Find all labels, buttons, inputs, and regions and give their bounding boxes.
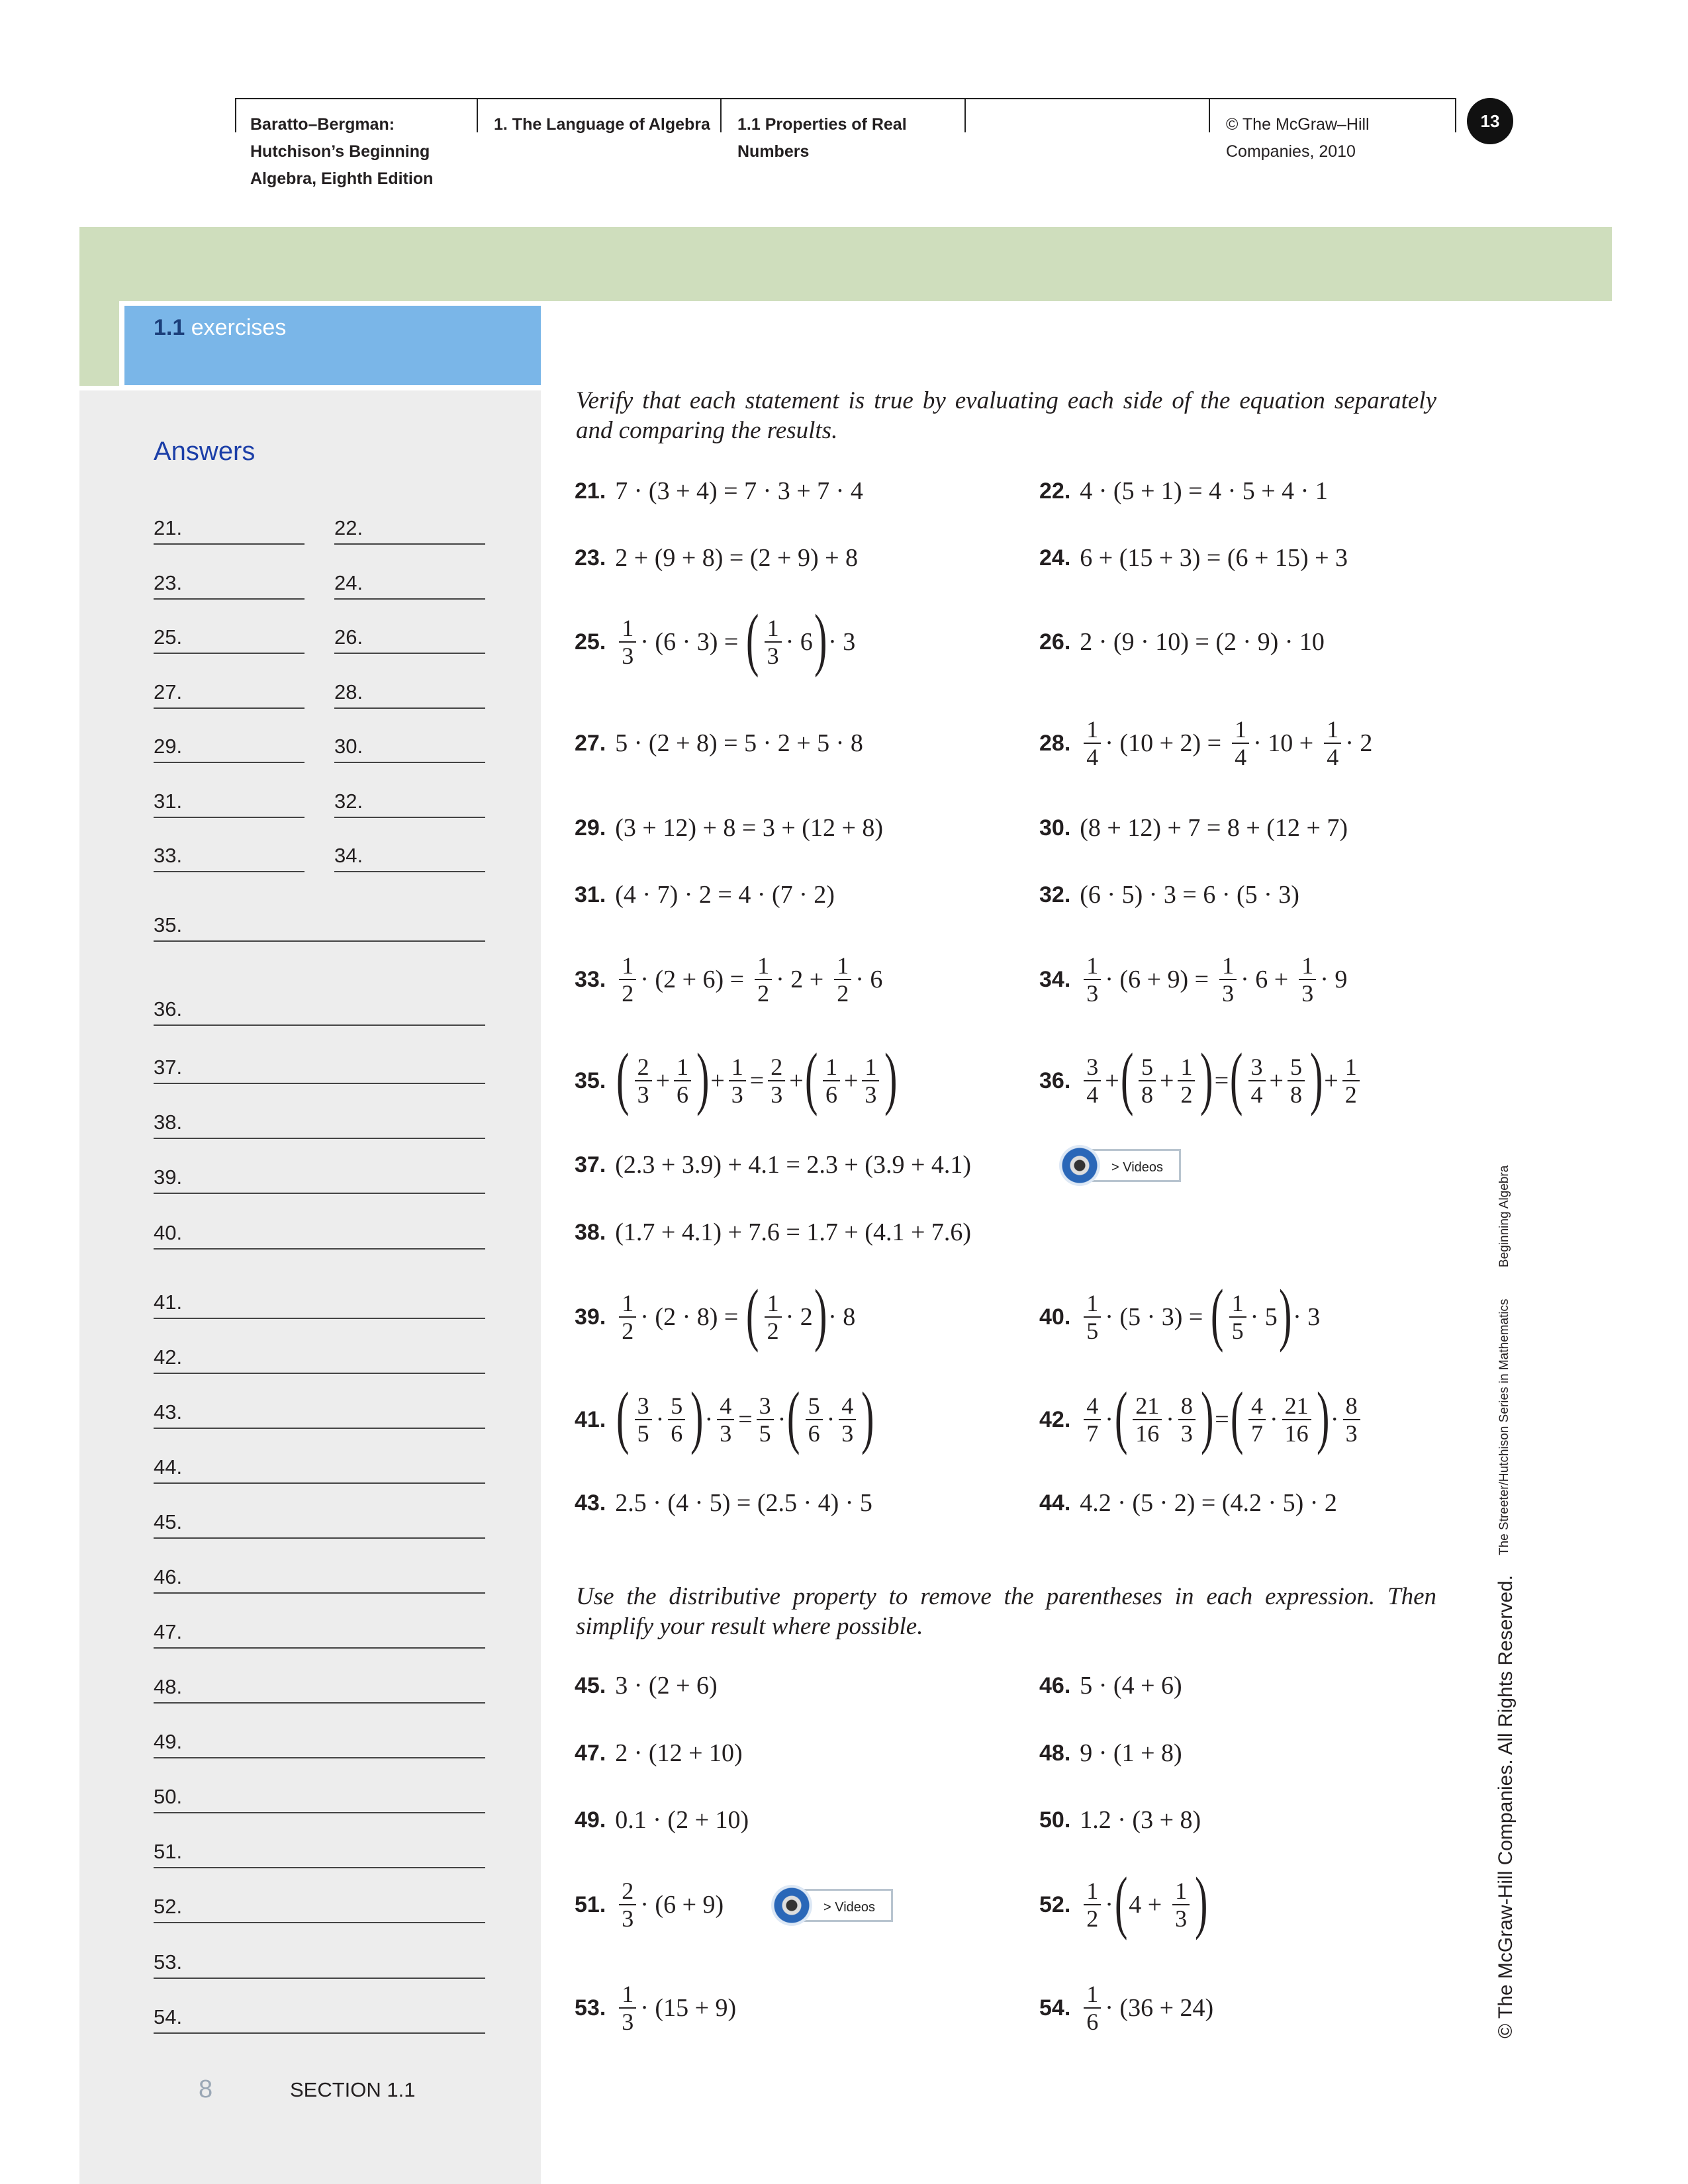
answer-line[interactable]: 21. xyxy=(154,513,305,545)
problem-45: 45. 3 · (2 + 6) xyxy=(575,1672,718,1700)
answer-line[interactable]: 39. xyxy=(154,1162,485,1194)
problem-54: 54. $\frac{1}{6}$ · (36 + 24) xyxy=(1039,1981,1214,2035)
header-copyright: © The McGraw–Hill Companies, 2010 xyxy=(1226,115,1370,161)
answer-line[interactable]: 45. xyxy=(154,1507,485,1539)
problem-32: 32. (6 · 5) · 3 = 6 · (5 · 3) xyxy=(1039,881,1299,909)
problem-53: 53. $\frac{1}{3}$ · (15 + 9) xyxy=(575,1981,737,2035)
page-badge: 13 xyxy=(1467,98,1513,144)
video-disc-icon xyxy=(771,1885,812,1926)
answer-line[interactable]: 34. xyxy=(334,841,485,872)
answer-line[interactable]: 25. xyxy=(154,622,305,654)
problem-44: 44. 4.2 · (5 · 2) = (4.2 · 5) · 2 xyxy=(1039,1489,1337,1517)
answer-line[interactable]: 27. xyxy=(154,677,305,709)
answer-line[interactable]: 23. xyxy=(154,568,305,600)
problem-52: 52. $\frac{1}{2}$ · ( 4 + $\frac{1}{3}$ ) xyxy=(1039,1863,1208,1940)
answers-title: Answers xyxy=(154,437,256,466)
answer-line[interactable]: 52. xyxy=(154,1891,485,1923)
answer-line[interactable]: 54. xyxy=(154,2002,485,2034)
answer-line[interactable]: 44. xyxy=(154,1452,485,1484)
answer-line[interactable]: 22. xyxy=(334,513,485,545)
video-link-label: > Videos xyxy=(1082,1149,1181,1182)
answer-line[interactable]: 53. xyxy=(154,1947,485,1979)
instructions-distribute: Use the distributive property to remove the parentheses in each expression. Then simplify your result where possible. xyxy=(576,1583,1436,1640)
answer-line[interactable]: 49. xyxy=(154,1727,485,1758)
problem-37: 37. (2.3 + 3.9) + 4.1 = 2.3 + (3.9 + 4.1) xyxy=(575,1151,972,1179)
answer-line[interactable]: 46. xyxy=(154,1562,485,1594)
problem-51: 51. $\frac{2}{3}$ · (6 + 9) xyxy=(575,1878,724,1932)
video-link-51[interactable] xyxy=(771,1885,893,1926)
problem-33: 33. $\frac{1}{2}$ · (2 + 6) = $\frac{1}{2}$ · 2 + $\frac{1}{2}$ · 6 xyxy=(575,952,883,1007)
problem-31: 31. (4 · 7) · 2 = 4 · (7 · 2) xyxy=(575,881,835,909)
answer-line[interactable]: 28. xyxy=(334,677,485,709)
problem-43: 43. 2.5 · (4 · 5) = (2.5 · 4) · 5 xyxy=(575,1489,872,1517)
instructions-verify: Verify that each statement is true by evaluating each side of the equation separately and comparing the results. xyxy=(576,387,1436,444)
video-link-label: > Videos xyxy=(794,1889,893,1922)
problem-48: 48. 9 · (1 + 8) xyxy=(1039,1739,1182,1767)
header-book: Baratto–Bergman: Hutchison’s Beginning Algebra, Eighth Edition xyxy=(250,115,434,188)
problem-36: 36. $\frac{3}{4}$ + ( $\frac{5}{8}$ + $\frac{1}{2}$ ) = ( $\frac{3}{4}$ + $\frac{5}{8}$ ) + $\frac{1}{2}$ xyxy=(1039,1041,1364,1120)
problem-50: 50. 1.2 · (3 + 8) xyxy=(1039,1806,1201,1834)
problem-22: 22. 4 · (5 + 1) = 4 · 5 + 4 · 1 xyxy=(1039,477,1328,505)
problem-46: 46. 5 · (4 + 6) xyxy=(1039,1672,1182,1700)
answer-line[interactable]: 26. xyxy=(334,622,485,654)
answer-line[interactable]: 48. xyxy=(154,1672,485,1704)
answer-line[interactable]: 41. xyxy=(154,1287,485,1319)
video-disc-icon xyxy=(1059,1145,1100,1186)
answer-line[interactable]: 33. xyxy=(154,841,305,872)
problem-25: 25. $\frac{1}{3}$ · (6 · 3) = ( $\frac{1}{3}$ · 6 ) · 3 xyxy=(575,600,856,678)
green-side-strip xyxy=(79,227,119,386)
answer-line[interactable]: 32. xyxy=(334,786,485,818)
problem-41: 41. ( $\frac{3}{5}$ · $\frac{5}{6}$ ) · $\frac{4}{3}$ = $\frac{3}{5}$ · ( $\frac{5}{6}$ · $\frac{4}{3}$ ) xyxy=(575,1378,874,1455)
answer-line[interactable]: 47. xyxy=(154,1617,485,1649)
answer-line[interactable]: 50. xyxy=(154,1782,485,1813)
problem-26: 26. 2 · (9 · 10) = (2 · 9) · 10 xyxy=(1039,628,1325,656)
problem-47: 47. 2 · (12 + 10) xyxy=(575,1739,743,1767)
problem-21: 21. 7 · (3 + 4) = 7 · 3 + 7 · 4 xyxy=(575,477,863,505)
credit-rights: © The McGraw-Hill Companies. All Rights Reserved. xyxy=(1495,1574,1517,2038)
header-chapter: 1. The Language of Algebra xyxy=(494,115,710,134)
answer-line[interactable]: 37. xyxy=(154,1052,485,1084)
problem-27: 27. 5 · (2 + 8) = 5 · 2 + 5 · 8 xyxy=(575,729,863,757)
problem-28: 28. $\frac{1}{4}$ · (10 + 2) = $\frac{1}{4}$ · 10 + $\frac{1}{4}$ · 2 xyxy=(1039,716,1373,770)
problem-38: 38. (1.7 + 4.1) + 7.6 = 1.7 + (4.1 + 7.6) xyxy=(575,1218,972,1246)
answer-line[interactable]: 38. xyxy=(154,1107,485,1139)
answer-line[interactable]: 30. xyxy=(334,731,485,763)
header-section: 1.1 Properties of Real Numbers xyxy=(737,115,907,161)
answer-line[interactable]: 40. xyxy=(154,1218,485,1250)
answer-line[interactable]: 35. xyxy=(154,910,485,942)
credit-book: Beginning Algebra xyxy=(1497,1165,1511,1267)
green-band xyxy=(79,227,1612,301)
problem-24: 24. 6 + (15 + 3) = (6 + 15) + 3 xyxy=(1039,544,1348,572)
answer-line[interactable]: 36. xyxy=(154,994,485,1026)
header-cell-blank xyxy=(964,98,1210,132)
answer-line[interactable]: 31. xyxy=(154,786,305,818)
problem-29: 29. (3 + 12) + 8 = 3 + (12 + 8) xyxy=(575,814,884,842)
problem-40: 40. $\frac{1}{5}$ · (5 · 3) = ( $\frac{1}{5}$ · 5 ) · 3 xyxy=(1039,1275,1321,1353)
problem-49: 49. 0.1 · (2 + 10) xyxy=(575,1806,749,1834)
problem-34: 34. $\frac{1}{3}$ · (6 + 9) = $\frac{1}{3}$ · 6 + $\frac{1}{3}$ · 9 xyxy=(1039,952,1348,1007)
credit-series: The Streeter/Hutchison Series in Mathematics xyxy=(1497,1298,1511,1555)
problem-23: 23. 2 + (9 + 8) = (2 + 9) + 8 xyxy=(575,544,859,572)
problem-35: 35. ( $\frac{2}{3}$ + $\frac{1}{6}$ ) + $\frac{1}{3}$ = $\frac{2}{3}$ + ( $\frac{1}{6}$ + $\frac{1}{3}$ ) xyxy=(575,1039,898,1116)
answer-line[interactable]: 29. xyxy=(154,731,305,763)
answer-line[interactable]: 43. xyxy=(154,1397,485,1429)
video-link-37[interactable] xyxy=(1059,1145,1181,1186)
page-number: 8 xyxy=(199,2075,213,2103)
problem-30: 30. (8 + 12) + 7 = 8 + (12 + 7) xyxy=(1039,814,1348,842)
answer-line[interactable]: 51. xyxy=(154,1837,485,1868)
exercises-tab-label: 1.1 exercises xyxy=(154,315,287,340)
answer-line[interactable]: 24. xyxy=(334,568,485,600)
section-label: SECTION 1.1 xyxy=(290,2078,416,2101)
problem-42: 42. $\frac{4}{7}$ · ( $\frac{21}{16}$ · $\frac{8}{3}$ ) = ( $\frac{4}{7}$ · $\frac{21}{16}$ ) · $\frac{8}{3}$ xyxy=(1039,1380,1364,1459)
answer-line[interactable]: 42. xyxy=(154,1342,485,1374)
problem-39: 39. $\frac{1}{2}$ · (2 · 8) = ( $\frac{1}{2}$ · 2 ) · 8 xyxy=(575,1275,856,1353)
